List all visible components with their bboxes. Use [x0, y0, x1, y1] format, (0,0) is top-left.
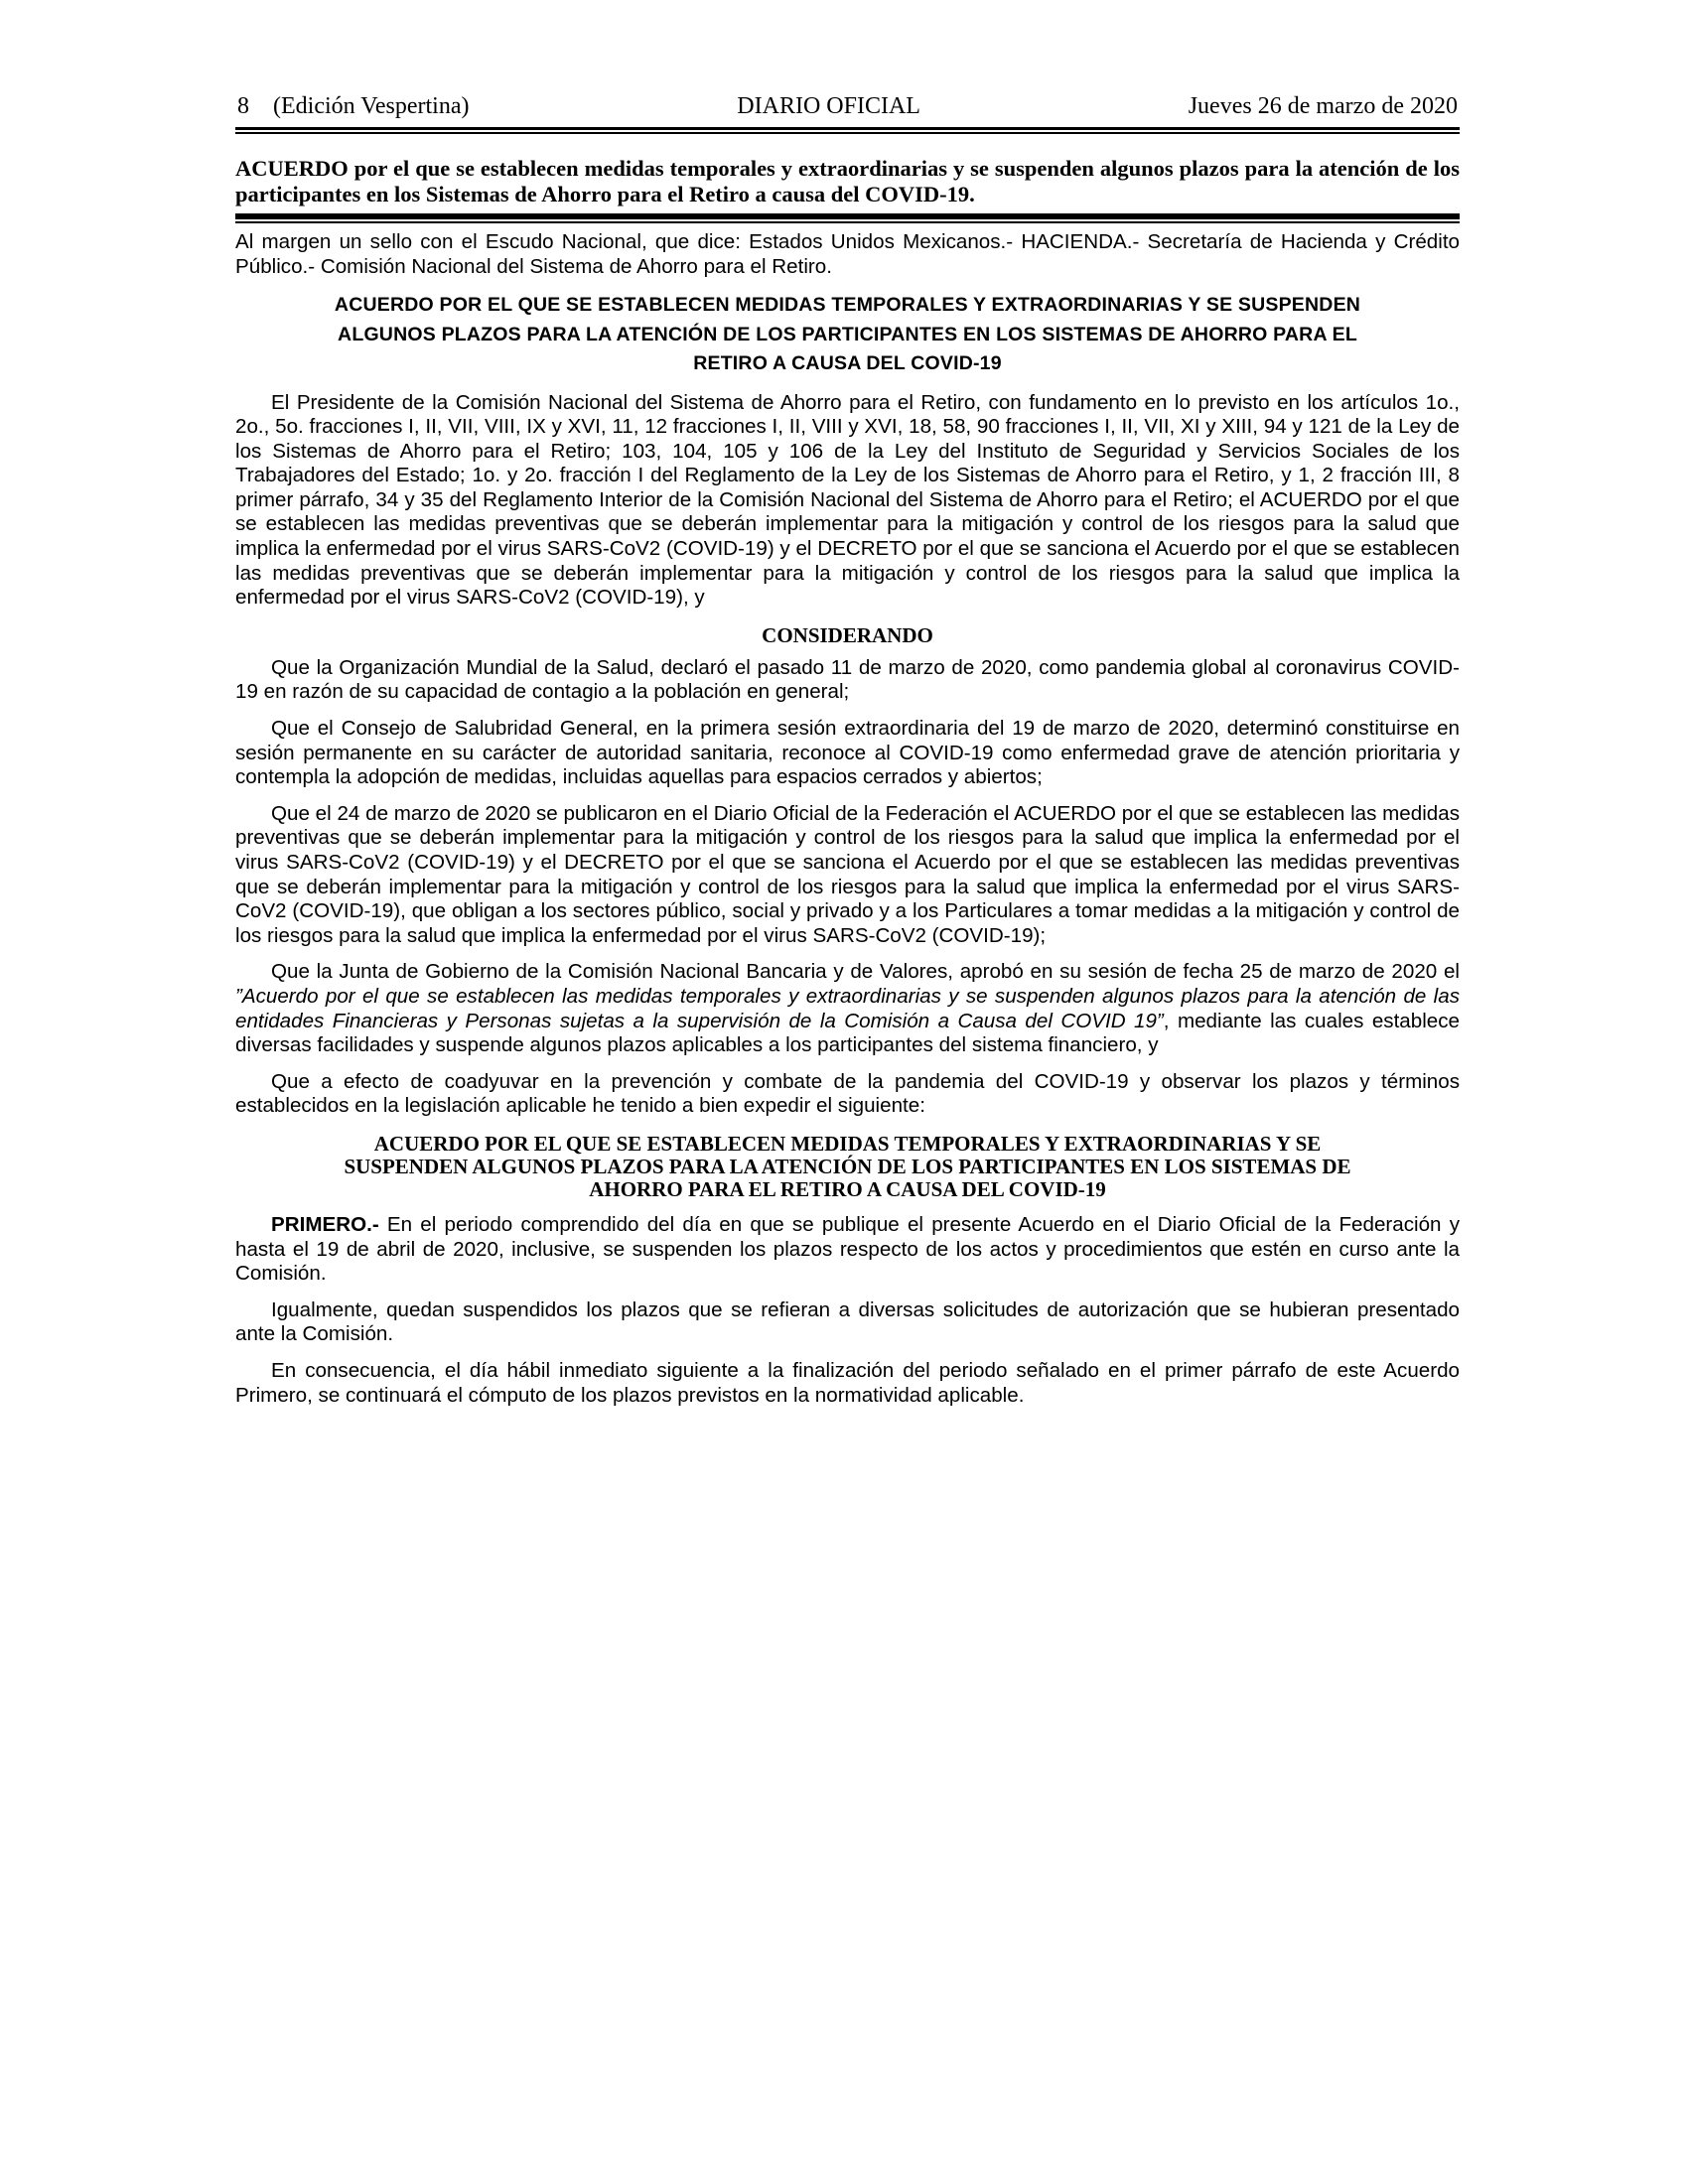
article-paragraph: En consecuencia, el día hábil inmediato siguiente a la finalización del periodo señalado en el primer párrafo de este Acuerdo Primero, se continuará el cómputo de los plazos previstos en la normatividad aplicable. — [235, 1358, 1460, 1407]
edition-label: (Edición Vespertina) — [273, 93, 470, 119]
page-number: 8 — [237, 93, 249, 119]
header-double-rule — [235, 127, 1460, 134]
considerando-paragraph: Que el Consejo de Salubridad General, en la primera sesión extraordinaria del 19 de marzo de 2020, determinó constituirse en sesión permanente en su carácter de autoridad sanitaria, reconoce al COVID-19 como enfermedad grave de atención prioritaria y contempla la adopción de medidas, incluidas aquellas para espacios cerrados y abiertos; — [235, 717, 1460, 789]
agreement-heading-line: AHORRO PARA EL RETIRO A CAUSA DEL COVID-19 — [589, 1176, 1106, 1201]
considerando-paragraph-cnbv — [235, 960, 1460, 1057]
considerando-paragraph: Que la Organización Mundial de la Salud, declaró el pasado 11 de marzo de 2020, como pandemia global al coronavirus COVID-19 en razón de su capacidad de contagio a la población en general; — [235, 655, 1460, 704]
document-heading — [235, 291, 1460, 379]
article-paragraph: Igualmente, quedan suspendidos los plazos que se refieran a diversas solicitudes de autorización que se hubieran presentado ante la Comisión. — [235, 1297, 1460, 1346]
running-header — [235, 91, 1460, 121]
document-page — [235, 91, 1460, 1408]
document-heading-line: ACUERDO POR EL QUE SE ESTABLECEN MEDIDAS TEMPORALES Y EXTRAORDINARIAS Y SE SUSPENDEN — [334, 294, 1361, 316]
article-primero-text: En el periodo comprendido del día en que se publique el presente Acuerdo en el Diario Oficial de la Federación y hasta el 19 de abril de 2020, inclusive, se suspenden los plazos respecto de los actos y procedimientos que estén en curso ante la Comisión. — [235, 1212, 1460, 1286]
considerando-paragraph: Que el 24 de marzo de 2020 se publicaron en el Diario Oficial de la Federación el ACUERDO por el que se establecen las medidas preventivas que se deberán implementar para la mitigación y control de los riesgos para la salud que implica la enfermedad por el virus SARS-CoV2 (COVID-19) y el DECRETO por el que se sanciona el Acuerdo por el que se establecen las medidas preventivas que se deberán implementar para la mitigación y control de los riesgos para la salud que implica la enfermedad por el virus SARS-CoV2 (COVID-19), que obligan a los sectores público, social y privado y a los Particulares a tomar medidas a la mitigación y control de los riesgos para la salud que implica la enfermedad por el virus SARS-CoV2 (COVID-19); — [235, 801, 1460, 947]
header-left — [237, 91, 470, 121]
agreement-heading-line: SUSPENDEN ALGUNOS PLAZOS PARA LA ATENCIÓN DE LOS PARTICIPANTES EN LOS SISTEMAS DE — [344, 1154, 1351, 1178]
considerando-heading: CONSIDERANDO — [762, 622, 933, 647]
cnbv-text-after: , mediante las cuales establece diversas facilidades y suspende algunos plazos aplicables a los participantes del sistema financiero, y — [235, 1009, 1460, 1057]
considerando-closing-paragraph: Que a efecto de coadyuvar en la prevención y combate de la pandemia del COVID-19 y observar los plazos y términos establecidos en la legislación aplicable he tenido a bien expedir el siguiente: — [235, 1069, 1460, 1118]
agreement-heading — [235, 1133, 1460, 1201]
agreement-heading-line: ACUERDO POR EL QUE SE ESTABLECEN MEDIDAS TEMPORALES Y EXTRAORDINARIAS Y SE — [373, 1131, 1322, 1156]
article-primero — [235, 1213, 1460, 1287]
document-heading-line: RETIRO A CAUSA DEL COVID-19 — [693, 352, 1002, 374]
title-double-rule — [235, 213, 1460, 223]
summary-title: ACUERDO por el que se establecen medidas temporales y extraordinarias y se suspenden algunos plazos para la atención de los participantes en los Sistemas de Ahorro para el Retiro a causa del COVID-19. — [235, 156, 1460, 206]
publication-name: DIARIO OFICIAL — [737, 93, 920, 119]
margin-note: Al margen un sello con el Escudo Nacional, que dice: Estados Unidos Mexicanos.- HACIENDA.- Secretaría de Hacienda y Crédito Público.- Comisión Nacional del Sistema de Ahorro para el Retiro. — [235, 230, 1460, 278]
preamble-paragraph: El Presidente de la Comisión Nacional del Sistema de Ahorro para el Retiro, con fundamento en lo previsto en los artículos 1o., 2o., 5o. fracciones I, II, VII, VIII, IX y XVI, 11, 12 fracciones I, II, VIII y XVI, 18, 58, 90 fracciones I, II, VII, XI y XIII, 94 y 121 de la Ley de los Sistemas de Ahorro para el Retiro; 103, 104, 105 y 106 de la Ley del Instituto de Seguridad y Servicios Sociales de los Trabajadores del Estado; 1o. y 2o. fracción I del Reglamento de la Ley de los Sistemas de Ahorro para el Retiro, y 1, 2 fracción III, 8 primer párrafo, 34 y 35 del Reglamento Interior de la Comisión Nacional del Sistema de Ahorro para el Retiro; el ACUERDO por el que se establecen las medidas preventivas que se deberán implementar para la mitigación y control de los riesgos para la salud que implica la enfermedad por el virus SARS-CoV2 (COVID-19) y el DECRETO por el que se sanciona el Acuerdo por el que se establecen las medidas preventivas que se deberán implementar para la mitigación y control de los riesgos para la salud que implica la enfermedad por el virus SARS-CoV2 (COVID-19), y — [235, 390, 1460, 610]
publication-date: Jueves 26 de marzo de 2020 — [1188, 93, 1458, 119]
cnbv-agreement-citation: ”Acuerdo por el que se establecen las medidas temporales y extraordinarias y se suspenden algunos plazos para la atención de las entidades Financieras y Personas sujetas a la supervisión de la Comisión a Causa del COVID 19” — [235, 984, 1460, 1032]
article-primero-label: PRIMERO.- — [271, 1212, 379, 1236]
document-heading-line: ALGUNOS PLAZOS PARA LA ATENCIÓN DE LOS PARTICIPANTES EN LOS SISTEMAS DE AHORRO PARA EL — [338, 323, 1357, 345]
cnbv-text-before: Que la Junta de Gobierno de la Comisión Nacional Bancaria y de Valores, aprobó en su sesión de fecha 25 de marzo de 2020 el — [271, 960, 1460, 984]
